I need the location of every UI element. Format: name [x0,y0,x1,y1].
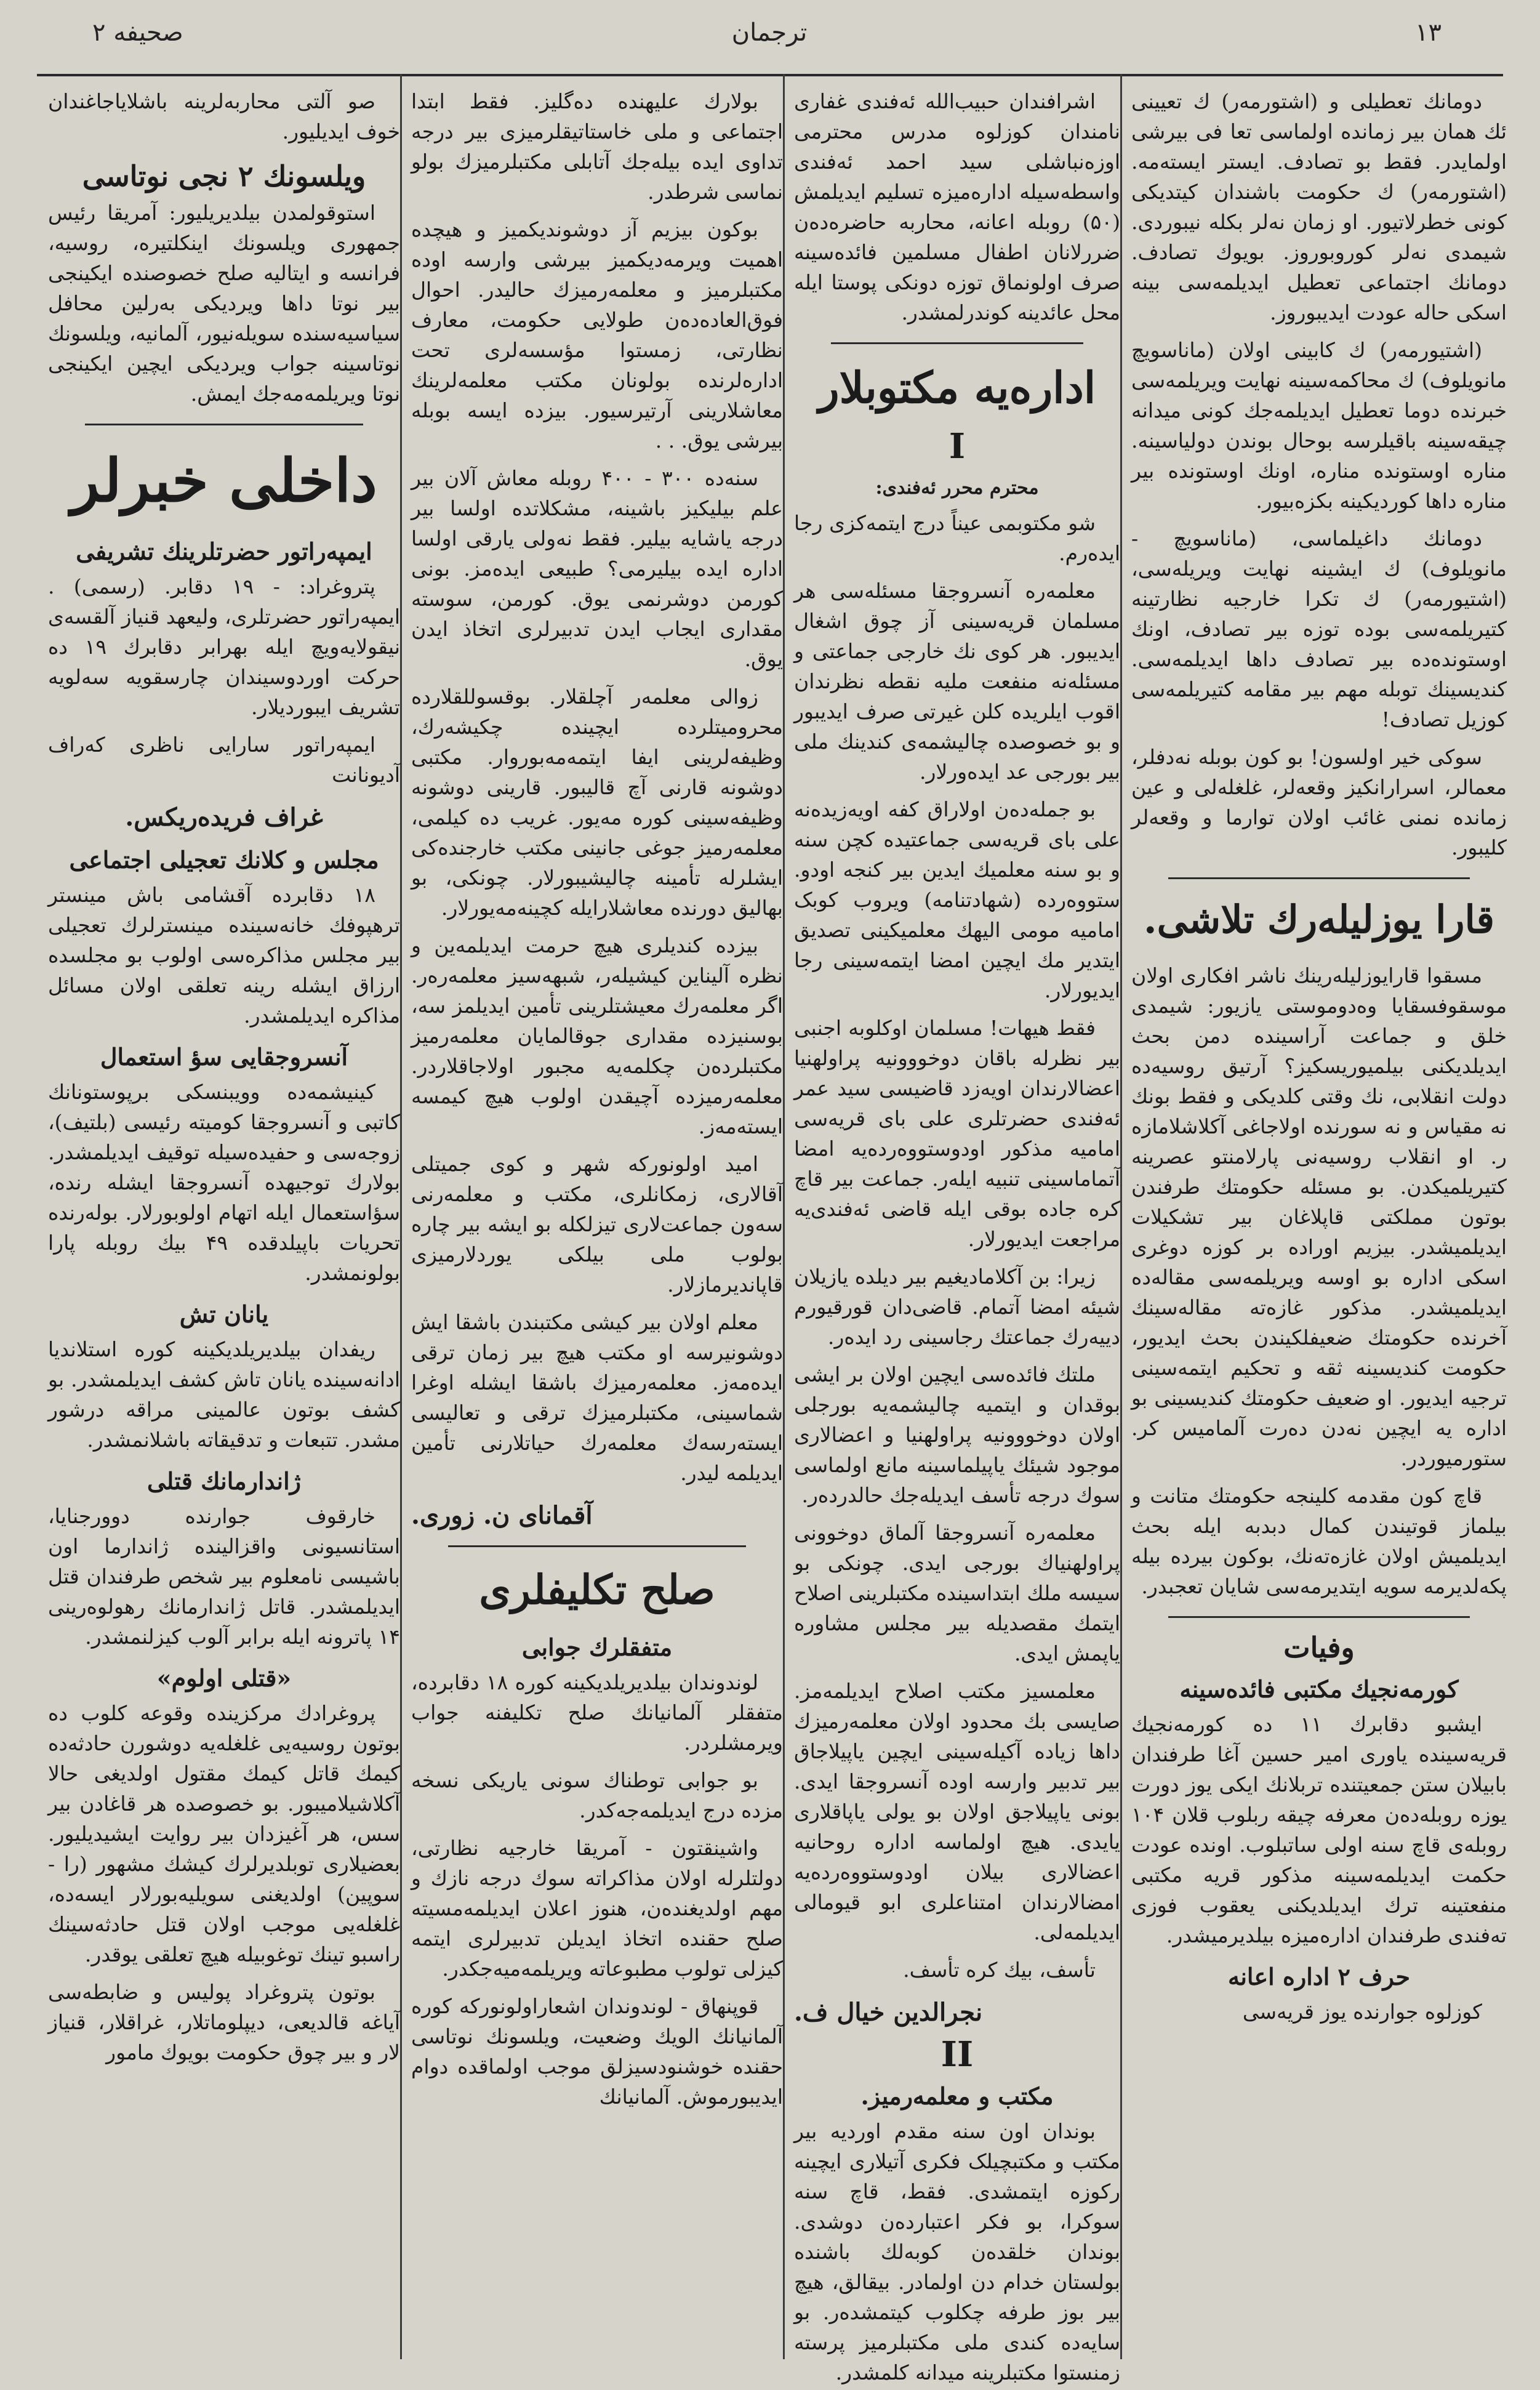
headline: وفیات [1283,1631,1355,1664]
headline: قارا یوزلیله‌رك تلاشی. [1144,897,1494,942]
article-paragraph: بو جوابی توطناك سونی یاریکی نسخه مزده درج ایدیلمه‌جه‌کدر. [411,1768,783,1822]
article-paragraph: ایمپه‌راتور سارایی ناظری که‌راف آدیونانت [48,733,400,787]
subheadline: یانان تش [179,1300,269,1328]
article-paragraph: ریفدان بیلدیریلدیکینه کوره استلاندیا ادانه‌سینده یانان تاش کشف ایدیلمشدر. بو کشف بوتون عالمینی مراقه درشور مشدر. تتبعات و تدقیقاته باشلانمشدر. [48,1337,400,1452]
section-title: داخلی خبرلر [71,446,377,515]
page-number-label: صحیفه ۲ [92,18,183,47]
signature [411,1500,783,1531]
article-paragraph: اشرافندان حبیب‌الله ئه‌فندی غفاری نامندان کوزلوه مدرس محترمی اوزه‌نباشلی سید احمد ئه‌فندی واسطه‌سیله اداره‌میزه تسلیم ایدیلمش (۵۰) روبله اعانه، محاربه حاضره‌ده‌ن ضررلانان اطفال مسلمین فائده‌سینه صرف اولونماق توزه دونکی پوستا ایله محل عائدینه کوندرلمشدر. [794,89,1120,324]
article-paragraph: معلمه‌ره آنسروجقا مسئله‌سی هر مسلمان قریه‌سینی آز چوق اشغال ایدیبور. هر کوی نك خارجی جماعتی و مسئله‌نه منفعت ملیه نقطه نظرندان اقوب ایلریده کلن غیرتی صرف ایدیبور و بو خصوصده چالیشمه‌ی کندینك ملی بیر بورجی عد ایده‌ورلار. [794,579,1120,784]
subheadline: ایمپه‌راتور حضرتلرینك تشریفی [76,537,372,565]
signature-place: آقمانای [518,1501,593,1530]
column-2 [789,86,1125,2384]
article-paragraph: تأسف، بیك کره تأسف. [903,1958,1096,1982]
article-paragraph: ۱۸ دقابرده آقشامی باش مینستر ترهپوفك خانه‌سینده مینسترلرك تعجیلی بیر مجلس مذاکره‌سی اولوب بو مجلسده ارزاق ایشله رینه تعلقی اولان مسائل مذاکره ایدیلمشدر. [48,883,400,1028]
headline: اداره‌یه مکتوبلار [818,362,1096,413]
headline: صلح تکلیفلری [479,1566,715,1614]
article-paragraph: معلم اولان بیر کیشی مکتبندن باشقا ایش دوشونیرسه او مکتب هیچ بیر زمان ترقی ایده‌مه‌ز. معلمه‌رمیزك باشقا ایشله اوغرا شماسینی، مکتبلرمیزك ترقی و تعالیسی ایسته‌رسه‌ك معلمه‌رك حیاتلارنی تأمین ایدیلمه لیدر. [411,1310,783,1485]
signature: نجرالدین خیال ف. [794,1998,983,2027]
salutation: محترم محرر ئه‌فندی: [875,477,1039,499]
article-paragraph: پتروغراد: - ۱۹ دقابر. (رسمی) . ایمپه‌راتور حضرتلری، ولیعهد قنیاز آلقسه‌ی نیقولایه‌ویچ ایله بهرابر دقابرك ۱۹ ده حرکت اوردوسیندان چارسقویه سه‌لویه تشریف ایبوردیلار. [48,574,400,719]
article-paragraph: فقط هیهات! مسلمان اوکلوبه اجنبی بیر نظرله باقان دوخووونیه پراولهنیا اعضالارندان اویه‌زد قاضیسی سید عمر ئه‌فندی حضرتلری علی بای قریه‌سی امامیه مذکور اودوستووه‌رده‌یه امضا آتماماسینی تنبیه ایله‌ر. جماعت بیر قاچ کره جاده بوقی ایله قاضی ئه‌فندی‌یه مراجعت ایدیورلار. [794,1016,1120,1251]
article-paragraph: زیرا: بن آکلامادیغیم بیر دیلده یازیلان شیئه امضا آتمام. قاضی‌دان قورقیورم دییه‌رك جماعتك رجاسینی رد ایده‌ر. [794,1265,1120,1349]
section-numeral: II [940,2034,974,2075]
section-divider [85,424,363,425]
subheadline: حرف ۲ اداره اعانه [1227,1963,1410,1990]
article-paragraph: بوكون بیزیم آز دوشوندیکمیز و هیچده اهمیت ویرمه‌دیکمیز بیرشی وارسه اوده مکتبلرمیز و معلمه‌رمیزك حالیدر. احوال فوق‌العاده‌ده‌ن طولایی حکومت، معارف نظارتی، زمستوا مؤسسه‌لری تحت اداره‌لرنده بولونان مکتب معلمه‌لرینك معاشلارینی آرتیرسیور. بیزده ایسه بوبله بیرشی یوق. . . [411,217,783,453]
subheadline: مکتب و معلمه‌رمیز. [860,2082,1054,2110]
article-paragraph: استوقولمدن بیلدیریلیور: آمریقا رئیس جمهوری ویلسونك اینکلتیره، روسیه، فرانسه و ایتالیه صلح خصوصنده ایکینجی بیر نوتا داها ویردیکی به‌رلین محافل سیاسیه‌سنده سویله‌نیور، آلمانیه، ویلسونك نوتاسینه جواب ویردیکی ایچین ایکینجی نوتا ویریلمه‌مه‌جك ایمش. [48,201,400,406]
article-paragraph: قاچ کون مقدمه کلینجه حکومتك متانت و بیلماز قوتیندن کمال دبدبه ایله بحث ایدیلمیش اولان غازه‌ته‌نك، بوکون بیرده بیله پکه‌لدیرمه سویه ایتدیرمه‌سی شایان تعجبدر. [1131,1484,1507,1598]
article-paragraph: سنه‌ده ۳۰۰ - ۴۰۰ روبله معاش آلان بیر علم بیلیکیز باشینه، مشکلاتده اولسا بیر درجه یاشایه بیلیر. فقط نه‌ولی یارقی اولسا اداره ایده بیلیرمی؟ طبیعی ایده‌مز. بونی کورمن دوشرنمی یوق. کورمن، سوسته مقداری ایجاب ایدن تدبیرلری اتخاذ ایدن یوق. [411,466,783,671]
article-paragraph: امید اولونورکه شهر و کوی جمیتلی آقالاری، زمکانلری، مکتب و معلمه‌رنی سه‌ون جماعت‌لاری تیزلکله بو ایشه بیر چاره بولوب ملی بیلکی یوردلارمیزی قاپاندیرمازلار. [411,1152,783,1297]
subheadline: آنسروجقایی سؤ استعمال [100,1043,348,1071]
headline: ویلسونك ۲ نجی نوتاسی [82,159,366,193]
article-paragraph: خارقوف جوارنده دوورجنایا، استانسیونی واقزالینده ژاندارما اون باشیسی نامعلوم بیر شخص طرفندان قتل ایدیلمشدر. قاتل ژاندارمانك رهولوه‌رینی ۱۴ پاترونه ایله برابر آلوب کیزلنمشدر. [48,1504,400,1649]
subheadline: متفقلرك جوابی [521,1633,673,1661]
column-4 [43,86,405,2353]
article-paragraph: کینیشمه‌ده وویبنسکی برپوستونانك کاتبی و آنسروجقا کومیته رئیسی (بلتیف)، زوجه‌سی و حفیده‌سیله توقیف ایدیلمشدر. بولارك توجیهده آنسروجقا ایشله رنده، سؤاستعمال ایله اتهام اولوبورلار. بوله‌رنده تحریات باپیلدقده ۴۹ بیك روبله پارا بولونمشدر. [48,1080,400,1285]
signature-name: ن. زوری. [411,1501,510,1530]
signature: غراف فریده‌ریکس. [125,803,323,832]
article-paragraph: زوالی معلمه‌ر آچلقلار. بوقسوللقلارده محرومیتلرده ایچینده چکیشه‌رك، وظیفه‌لرینی ایفا ایتمه‌مه‌بوروار. مکتبی دوشونه قارنی آچ قالیبور. قارینی دوشونه وظیفه‌سینی کوره مه‌یور. غریب ده کیلمی، معلمه‌رمیز جوغی جانینی مکتب خارجنده‌کی ایشلرله تأمینه چالیشیبورلار. چونکی، بو بهالیق دورنده معاشلارایله کچینه‌مه‌یورلار. [411,685,783,920]
article-paragraph: بو جمله‌ده‌ن اولاراق کفه اویه‌زیده‌نه علی بای قریه‌سی جماعتیده کچن سنه و بو سنه معلمیك ایدین بیر کنجه اودو. ستووه‌رده (شهادتنامه) ویروب کوبک امامیه مومی الیهك معلمیکینی تصدیق ایتدیر مك ایچین امضا ایتمه‌سینی رجا ایدیورلار. [794,797,1120,1002]
article-paragraph: واشینقتون - آمریقا خارجیه نظارتی، دولتلرله اولان مذاکراته سوك درجه نازك و مهم اولدیغنده‌ن، هنوز اعلان ایدیلمه‌مسیته صلح حقنده اتخاذ ایدیلن تدبیرلری ایتمه کیزلی تولوب مطبوعاته ویریلمه‌میه‌جکدر. [411,1836,783,1981]
article-paragraph: بولارك علیهنده ده‌گلیز. فقط ابتدا اجتماعی و ملی خاستاتیقلرمیزی بیر درجه تداوی ایده بیله‌جك آتابلی مکتبلرمیزك بولو نماسی شرطدر. [411,89,783,204]
article-paragraph: بوتون پتروغراد پولیس و ضابطه‌سی آیاغه قالدیعی، دیپلوماتلار، غراقلار، قنیاز لار و بیر چوق حکومت بویوك مامور [48,1980,400,2064]
subheadline: مجلس و کلانك تعجیلی اجتماعی [69,846,379,874]
subheadline: ژاندارمانك قتلی [147,1467,301,1495]
section-divider [1168,1616,1470,1618]
section-divider [1168,877,1470,879]
article-paragraph: بیزده کندیلری هیچ حرمت ایدیلمه‌ین و نظره آلیناین کیشیله‌ر، شبهه‌سیز معلمه‌ره‌ر. اگر معلمه‌رك معیشتلرینی تأمین ایدیلمز سه، بوسنیزده مقداری جوقالمایان معلمه‌رمیز مکتبلرده‌ن چکلمه‌یه مجبور اولاجاقلاردر. معلمه‌رمیزده آچیقدن اولوب هیچ کیمسه ایسته‌مه‌ز. [411,933,783,1138]
subheadline: کورمه‌نجیك مکتبی فائده‌سینه [1179,1675,1459,1703]
article-paragraph: کوزلوه جوارنده یوز قریه‌سی [1242,2000,1482,2024]
article-paragraph: قوپنهاق - لوندوندان اشعاراولونورکه کوره آلمانیانك الویك وضعیت، ویلسونك نوتاسی حقنده خوشنودسیزلق موجب اولماقده دوام ایدیبورموش. آلمانیانك [411,1994,783,2109]
article-paragraph: سوکی خیر اولسون! بو کون بوبله نه‌دفلر، معمالر، اسرارانکیز وقعه‌لر، غلغله‌لی و عین زمانده نمنی غائب اولان توارما و وقعه‌لر کلیبور. [1131,745,1507,859]
article-paragraph: مسقوا قارایوزلیله‌رینك ناشر افکاری اولان موسقوفسقایا وه‌دوموستی یازیور: شیمدی خلق و جماعت آراسینده دمن بحث ایدیلدیکنی بیلمیوریسکیز؟ آرتیق روسیه‌ده دولت انقلابی، نك وقتی کلدیکی و فقط بونك نه مقیاس و نه سورنده اولاجاغی آکلاشلامازه ر. او انقلاب روسیه‌نی پارلامنتو عصرینه کتیریلمیکدن. بو مسئله حکومتك طرفندن بوتون مملکتی قاپلاغان بیر تشکیلات ایدیلمیشدر. بیزیم اوراده بر کوزه دوغری اسکی اداره بو اوسه ویریلمه‌سی مقاله‌ده ایدیلمیشدر. مذکور غازه‌ته مقاله‌سینك آخرنده حکومتك ضعیفلکیندن بحث ایدیور، حکومت کندیسینه ثقه و تحکیم ایتمه‌سینی ترجیه ایدیور. او ضعیف حکومتك کندیسینی بو اداره یه ایچین نه‌دن ده‌رت آلمامیس کر. ستورمیوردر. [1131,964,1507,1470]
article-paragraph: لوندوندان بیلدیریلدیکینه کوره ۱۸ دقابرده، متفقلر آلمانیانك صلح تکلیفنه جواب ویرمشلردر. [411,1670,783,1755]
article-paragraph: شو مکتوبمی عیناً درج ایتمه‌کزی رجا ایده‌رم. [794,511,1120,565]
article-paragraph: دومانك داغیلماسی، (ماناسویچ - مانویلوف) ك ایشینه نهایت ویریله‌سی، (اشتیورمه‌ر) ك تکرا خارجیه نظارتینه کتیریلمه‌سی بوده توزه بیر تصادف، اونك اوستونده‌ده بیر تصادف داها ایدیلمه‌سی. کندیسینك توبله مهم بیر مقامه کتیریلمه‌سی کوزیل تصادف! [1131,526,1507,731]
article-paragraph: ملتك فائده‌سی ایچین اولان بر ایشی بوقدان و ایتمیه چالیشمه‌یه بورجلی اولان دوخووونیه پراولهنیا و اعضالاری موجود شیئك یاپیلماسینه مانع اولماسی سوك درجه تأسف ایدیله‌جك حالدرده‌ر. [794,1362,1120,1507]
article-paragraph: ایشبو دقابرك ۱۱ ده کورمه‌نجیك قریه‌سینده یاوری امیر حسین آغا طرفندان بابیلان ستن جمعیتنده تربلانك ایکی یوز دورت یوزه روبله‌ده‌ن معرفه چیقه ربلوب قلان ۱۰۴ روبله‌ی قاچ سنه اولی ساتبلوب. اونده عودت حکمت ایدیلمه‌سینه مذکور قریه مکتبی منفعتینه ترك ایدیلدیکنی یعقوب فوزی ته‌فندی طرفندان اداره‌میزه بیلدیرمیشدر. [1131,1712,1507,1947]
subheadline: «قتلی اولوم» [156,1664,292,1692]
masthead-title: ترجمان [731,18,808,47]
section-numeral: I [948,426,966,467]
article-paragraph: بوندان اون سنه مقدم اوردیه بیر مکتب و مکتبچیلک فکری آتیلاری ایچینه رکوزه ایتمشدی. فقط، قاچ سنه سوکرا، بو فکر اعتبارده‌ن دوشدی. بوندان خلقده‌ن کوبه‌لك باشنده بولستان خدام دن اولمادر. بیقالق، هیچ بیر بوز طرفه چکلوب کیتمشده‌ر. بو سایه‌ده کندی ملی مکتبلرمیز پرسته زمنستوا مکتبلرینه میدانه کلمشدر. [794,2119,1120,2384]
section-divider [448,1545,746,1547]
section-divider [831,342,1083,344]
article-paragraph: دومانك تعطیلی و (اشتورمه‌ر) ك تعیینی ئك همان بیر زمانده اولماسی تعا فی بیرشی اولمایدر. فقط بو تصادف. ایستر ایسته‌مه. (اشتورمه‌ر) ك حکومت باشندان کیتدیکی کونی خطرلاتیور. او زمان نه‌لر بکله نیبوردی. شیمدی نه‌لر کوروبوروز. بویوك تصادف. دومانك اجتماعی تعطیل ایدیلمه‌سی بینه اسکی حاله عودت ایدیبوروز. [1131,89,1507,324]
article-paragraph: معلمه‌ره آنسروجقا آلماق دوخوونی پراولهنیاك بورجی ایدی. چونکی بو سیسه ملك ابتداسینده مکتبلرینی اصلاح ایتمك مقصدیله بیر مجلس مشاوره یاپمش ایدی. [794,1521,1120,1665]
article-paragraph: (اشتیورمه‌ر) ك کابینی اولان (ماناسویچ مانویلوف) ك محاکمه‌سینه نهایت ویریلمه‌سی خبرنده دوما تعطیل ایدیلمه‌جك کونی میدانه چیقه‌سینه باقیلرسه بوحال بوندن دولیاسینه. مناره اوستونده مناره، اونك اوستونده بیر مناره داها کوردیکینه بکزه‌بیور. [1131,338,1507,513]
header-rule [37,74,1503,76]
article-paragraph: صو آلتی محاربه‌لرینه باشلایاجاغندان خوف ایدیلیور. [48,89,400,143]
article-paragraph: معلمسیز مکتب اصلاح ایدیلمه‌مز. صایسی بك محدود اولان معلمه‌رمیزك داها زیاده آکیله‌سینی ایچین یاپیلاجاق بیر تدبیر وارسه اوده آنسروجقا ایدی. بونی یاپیلاجق اولان بو یولی یاپاقلاری یایدی. هیچ اولماسه اداره روحانیه اعضالاری بیلان اودوستووه‌رده‌یه امضالارندان امتناعلری ابو قیومالی ایدیلمه‌لی. [794,1679,1120,1944]
column-1 [1126,86,1512,2353]
article-paragraph: پروغرادك مرکزینده وقوعه کلوب ده بوتون روسیه‌یی غلغله‌یه دوشورن حادثه‌ده کیمك قاتل کیمك مقتول اولدیغی حالا آکلاشیلامیبور. بو خصوصده هر قاغادن بیر سس، هر آغیزدان بیر روایت ایشیدیلیور. بعضیلاری توبلدیرلرك کیشك مشهور (را - سوپین) اولدیغنی سویلیه‌بورلار ایسه‌ده، غلغله‌یی موجب اولان قتل حادثه‌سینك راسبو تینك توغوبیله هیچ تعلقی یوقدر. [48,1701,400,1966]
issue-number: ۱۳ [1415,18,1442,47]
column-3 [406,86,788,2353]
